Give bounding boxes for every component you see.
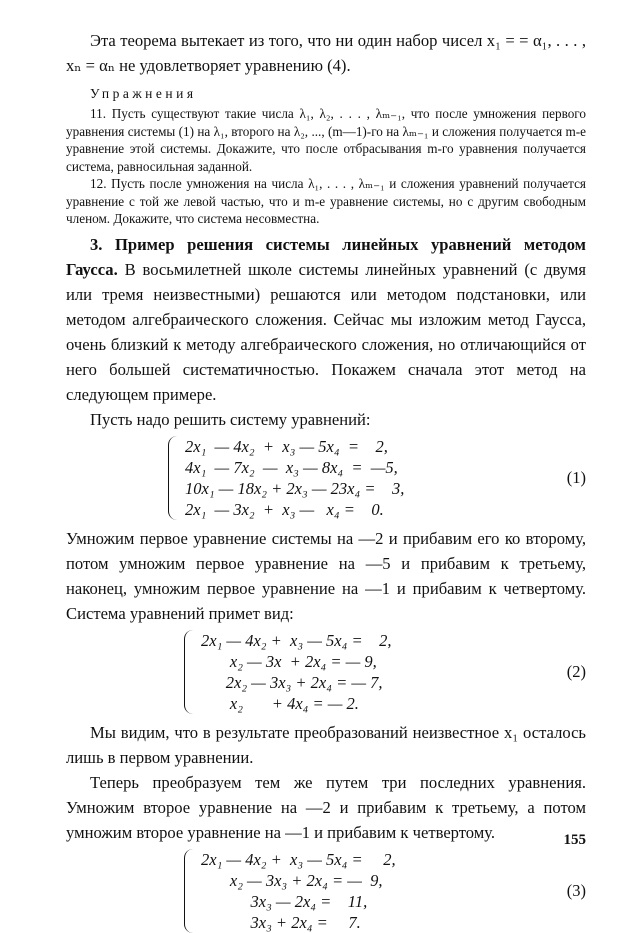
equation-number: (1) [566, 467, 586, 487]
left-brace [184, 849, 199, 933]
exercise-11: 11. Пусть существуют такие числа λ₁, λ₂, . . . , λₘ₋₁, что после умножения первого уравнения системы (1) на λ₁, второго на λ₂, ..., (m—1)-го на λₘ₋₁ и сложения получается m-е уравнение этой системы. Докажите, что после отбрасывания m-го уравнения получается система, равносильная заданной. [66, 106, 586, 174]
exercise-12: 12. Пусть после умножения на числа λ₁, . . . , λₘ₋₁ и сложения уравнений получается уравнение с той же левой частью, что и m-е уравнение системы, но с другим свободным членом. Докажите, что система несовместна. [66, 176, 586, 226]
equation-line: 2x₁ — 4x₂ + x₃ — 5x₄ = 2, [185, 436, 388, 456]
equation-number: (3) [566, 880, 586, 900]
paragraph-theorem-conclusion: Эта теорема вытекает из того, что ни один набор чисел x₁ = = α₁, . . . , xₙ = αₙ не удовлетворяет уравнению (4). [66, 31, 586, 75]
equation-line: 3x₃ — 2x₄ = 11, [201, 891, 368, 911]
equation-line: x₂ + 4x₄ = — 2. [201, 693, 359, 713]
paragraph-before-system-3: Теперь преобразуем тем же путем три последних уравнения. Умножим второе уравнение на —2 и прибавим к третьему, а потом умножим второе уравнение на —1 и прибавим к четвертому. [66, 772, 586, 842]
equation-line: 2x₁ — 4x₂ + x₃ — 5x₄ = 2, [201, 849, 396, 869]
equation-system-1 [168, 436, 586, 520]
equation-lines [185, 436, 404, 520]
equation-line: 3x₃ + 2x₄ = 7. [201, 912, 361, 932]
paragraph-intro-system: Пусть надо решить систему уравнений: [90, 409, 371, 429]
paragraph-after-system-1: Умножим первое уравнение системы на —2 и прибавим его ко второму, потом умножим первое уравнение на —5 и прибавим к третьему, наконец, умножим первое уравнение на —1 и прибавим к четвертому. Система уравнений примет вид: [66, 528, 586, 623]
equation-line: 4x₁ — 7x₂ — x₃ — 8x₄ = —5, [185, 457, 398, 477]
equation-line: x₂ — 3x₃ + 2x₄ = — 9, [201, 870, 383, 890]
equation-system-3 [184, 849, 586, 933]
equation-number: (2) [566, 661, 586, 681]
section-title: 3. Пример решения системы линейных уравнений методом Гаусса. [66, 234, 586, 279]
equation-line: x₂ — 3x + 2x₄ = — 9, [201, 651, 377, 671]
equation-line: 2x₁ — 4x₂ + x₃ — 5x₄ = 2, [201, 630, 392, 650]
left-brace [184, 630, 199, 714]
paragraph-after-system-2: Мы видим, что в результате преобразований неизвестное x₁ осталось лишь в первом уравнении. [66, 722, 586, 767]
equation-line: 10x₁ — 18x₂ + 2x₃ — 23x₄ = 3, [185, 478, 405, 498]
section-body: В восьмилетней школе системы линейных уравнений (с двумя или тремя неизвестными) решаются или методом подстановки, или методом алгебраического сложения. Сейчас мы изложим метод Гаусса, очень близкий к методу алгебраического сложения, но отличающийся от него большей систематичностью. Покажем сначала этот метод на следующем примере. [66, 259, 586, 404]
exercises-heading: Упражнения [90, 86, 197, 101]
equation-lines [201, 849, 396, 933]
left-brace [168, 436, 183, 520]
equation-line: 2x₂ — 3x₃ + 2x₄ = — 7, [201, 672, 383, 692]
equation-lines [201, 630, 391, 714]
equation-system-2 [184, 630, 586, 714]
section-3 [66, 232, 586, 407]
equation-line: 2x₁ — 3x₂ + x₃ — x₄ = 0. [185, 499, 384, 519]
page-number: 155 [563, 832, 586, 848]
